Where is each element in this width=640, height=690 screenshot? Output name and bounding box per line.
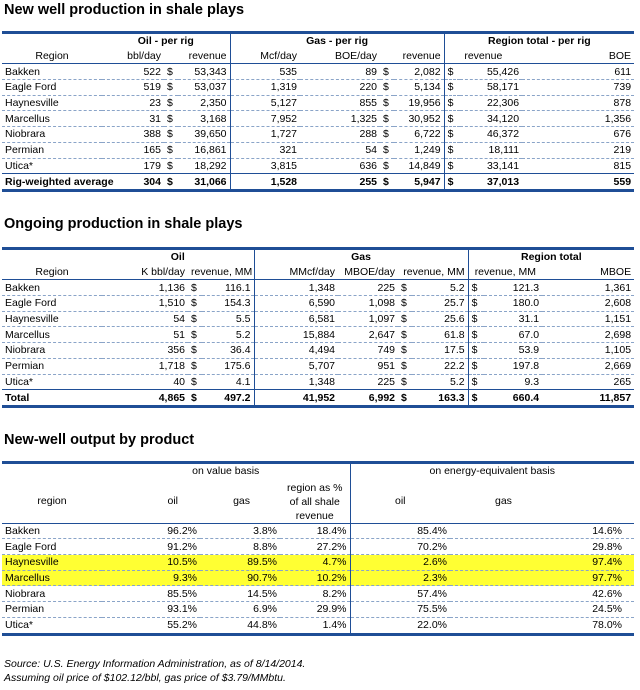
- table-cell: 5.2: [202, 327, 254, 343]
- table-cell: 1,727: [230, 127, 300, 143]
- table-cell: 16,861: [178, 142, 230, 158]
- table-cell: 180.0: [484, 296, 542, 312]
- table-cell: 5.2: [412, 280, 468, 296]
- region-cell: Utica*: [5, 375, 34, 388]
- group-header: Oil - per rig: [137, 35, 194, 48]
- table-cell: 559: [613, 175, 632, 188]
- table-row: [2, 523, 634, 539]
- table-cell: 220: [300, 80, 380, 96]
- table-cell: 255: [359, 175, 378, 188]
- table-cell: 25.6: [412, 311, 468, 327]
- region-cell: Permian: [2, 142, 102, 158]
- region-cell: Eagle Ford: [2, 80, 102, 96]
- column-header: MBOE/day: [338, 265, 398, 280]
- table-row: [2, 358, 634, 374]
- table-cell: 7,952: [230, 111, 300, 127]
- table-cell: 55.2%: [167, 619, 197, 632]
- region-cell: Utica*: [5, 159, 34, 172]
- column-header: bbl/day: [102, 49, 164, 64]
- table-cell: 3,168: [178, 111, 230, 127]
- table-cell: 34,120: [460, 111, 522, 127]
- table-cell: 855: [300, 95, 380, 111]
- table-row: [2, 158, 634, 174]
- table-cell: 31.1: [484, 311, 542, 327]
- region-cell: Niobrara: [2, 343, 102, 359]
- table-cell: 4,494: [254, 343, 338, 359]
- column-header: K bbl/day: [102, 265, 188, 280]
- table-cell: 97.4%: [450, 555, 634, 571]
- table1-title: New well production in shale plays: [4, 2, 245, 18]
- table-cell: 676: [522, 127, 634, 143]
- table-cell: $: [188, 358, 202, 374]
- region-cell: Marcellus: [2, 327, 102, 343]
- table-cell: 8.2%: [280, 586, 350, 602]
- table-cell: $: [380, 111, 394, 127]
- table-row: [2, 296, 634, 312]
- table-cell: $: [188, 296, 202, 312]
- table-cell: $: [468, 390, 484, 407]
- table-cell: 53,343: [178, 64, 230, 80]
- table-cell: $: [398, 311, 412, 327]
- table-cell: 1,098: [338, 296, 398, 312]
- table-cell: $: [401, 391, 407, 404]
- column-header: gas: [450, 479, 634, 524]
- table-cell: 14.6%: [450, 523, 634, 539]
- table-cell: 39,650: [178, 127, 230, 143]
- table-cell: 6.9%: [200, 602, 280, 618]
- table-cell: 749: [338, 343, 398, 359]
- table-cell: $: [380, 64, 394, 80]
- table-cell: $: [164, 80, 178, 96]
- table-cell: 121.3: [484, 280, 542, 296]
- table-row: [2, 327, 634, 343]
- table-cell: 41,952: [254, 390, 338, 407]
- ongoing-production-table: [2, 247, 634, 408]
- region-cell: Haynesville: [2, 311, 102, 327]
- table-cell: $: [164, 142, 178, 158]
- table-cell: 33,141: [486, 159, 520, 172]
- table-cell: 54: [300, 142, 380, 158]
- table-cell: $: [444, 95, 460, 111]
- table-cell: 29.8%: [450, 539, 634, 555]
- table-cell: 1,356: [522, 111, 634, 127]
- region-cell: Permian: [2, 602, 102, 618]
- table-cell: 37,013: [486, 175, 520, 188]
- table-cell: 22.2: [412, 358, 468, 374]
- region-cell: Niobrara: [2, 127, 102, 143]
- table-cell: 75.5%: [350, 602, 450, 618]
- table-cell: $: [444, 142, 460, 158]
- region-cell: Bakken: [2, 523, 102, 539]
- table-cell: 1,348: [254, 280, 338, 296]
- table-cell: 22,306: [460, 95, 522, 111]
- column-header: region as % of all shale revenue: [280, 479, 350, 524]
- table-cell: 6,992: [368, 391, 396, 404]
- table-cell: 17.5: [412, 343, 468, 359]
- table-row: [2, 280, 634, 296]
- table-cell: $: [164, 127, 178, 143]
- table-cell: $: [191, 391, 197, 404]
- group-header: on value basis: [192, 465, 260, 478]
- table-row: [2, 80, 634, 96]
- table-cell: 9.3%: [102, 570, 200, 586]
- table-cell: $: [380, 80, 394, 96]
- table-cell: $: [468, 374, 484, 390]
- region-cell: Haynesville: [2, 555, 102, 571]
- table-cell: 96.2%: [102, 523, 200, 539]
- column-header: MBOE: [542, 265, 634, 280]
- table-cell: 5.5: [202, 311, 254, 327]
- column-header: Region: [2, 49, 102, 64]
- table-row: [2, 555, 634, 571]
- table-cell: 219: [522, 142, 634, 158]
- table-cell: 356: [102, 343, 188, 359]
- region-cell: Utica*: [5, 619, 34, 632]
- table-cell: 9.3: [524, 375, 540, 388]
- table-cell: 1,718: [102, 358, 188, 374]
- table-cell: $: [164, 64, 178, 80]
- table-cell: 1,249: [394, 142, 444, 158]
- column-header: revenue: [380, 49, 444, 64]
- table-cell: $: [164, 95, 178, 111]
- region-cell: Rig-weighted average: [5, 175, 114, 188]
- table-cell: $: [468, 343, 484, 359]
- table-cell: 1,348: [254, 374, 338, 390]
- table-cell: $: [383, 159, 389, 172]
- table-cell: 85.5%: [102, 586, 200, 602]
- table-cell: 36.4: [202, 343, 254, 359]
- column-header: revenue, MM: [188, 265, 254, 280]
- table-cell: $: [167, 159, 173, 172]
- table-row: [2, 127, 634, 143]
- table-cell: 388: [102, 127, 164, 143]
- table-cell: 165: [102, 142, 164, 158]
- table-cell: $: [167, 175, 173, 188]
- table-cell: 5,127: [230, 95, 300, 111]
- table-cell: 154.3: [202, 296, 254, 312]
- table-cell: $: [188, 311, 202, 327]
- table-cell: 44.8%: [247, 619, 277, 632]
- table-cell: 25.7: [412, 296, 468, 312]
- table-cell: $: [380, 142, 394, 158]
- table-cell: 197.8: [484, 358, 542, 374]
- table-cell: 61.8: [412, 327, 468, 343]
- group-header: on energy-equivalent basis: [350, 463, 634, 479]
- table-cell: 2,082: [394, 64, 444, 80]
- table-cell: $: [188, 280, 202, 296]
- table-cell: 522: [102, 64, 164, 80]
- table-row: [2, 95, 634, 111]
- table-cell: 288: [300, 127, 380, 143]
- table-cell: 51: [102, 327, 188, 343]
- table-cell: 5.2: [449, 375, 465, 388]
- table-cell: 14.5%: [200, 586, 280, 602]
- table-cell: $: [164, 111, 178, 127]
- table-row: [2, 602, 634, 618]
- table-cell: 78.0%: [592, 619, 622, 632]
- table-cell: 179: [143, 159, 161, 172]
- group-header: Region total - per rig: [444, 33, 634, 49]
- table-cell: 18,292: [194, 159, 227, 172]
- table-cell: $: [468, 327, 484, 343]
- table-cell: 321: [230, 142, 300, 158]
- table-cell: 15,884: [254, 327, 338, 343]
- table-cell: 1,151: [542, 311, 634, 327]
- table-cell: $: [444, 127, 460, 143]
- table-cell: 54: [102, 311, 188, 327]
- table-cell: 175.6: [202, 358, 254, 374]
- table-cell: 24.5%: [450, 602, 634, 618]
- column-header: oil: [350, 479, 450, 524]
- column-header: revenue, MM: [468, 265, 542, 280]
- table-cell: 304: [143, 175, 161, 188]
- table-cell: 30,952: [394, 111, 444, 127]
- region-cell: Bakken: [2, 64, 102, 80]
- table-cell: 18.4%: [280, 523, 350, 539]
- table-cell: 2.3%: [350, 570, 450, 586]
- group-header: Oil: [170, 251, 185, 264]
- table-cell: 29.9%: [280, 602, 350, 618]
- table-cell: 519: [102, 80, 164, 96]
- table-cell: $: [468, 296, 484, 312]
- table-cell: 116.1: [202, 280, 254, 296]
- table-cell: 23: [102, 95, 164, 111]
- table-cell: $: [444, 174, 460, 191]
- table-cell: 4.7%: [280, 555, 350, 571]
- table-cell: 8.8%: [200, 539, 280, 555]
- table-cell: 93.1%: [102, 602, 200, 618]
- table-cell: $: [188, 327, 202, 343]
- group-header: Region total: [468, 249, 634, 265]
- column-header: revenue: [164, 49, 230, 64]
- region-cell: Bakken: [2, 280, 102, 296]
- table-row: [2, 311, 634, 327]
- region-cell: Total: [5, 391, 30, 404]
- column-header: revenue: [444, 49, 522, 64]
- table-cell: $: [468, 358, 484, 374]
- table-cell: 89: [300, 64, 380, 80]
- table-cell: 97.7%: [450, 570, 634, 586]
- table-cell: 497.2: [224, 391, 251, 404]
- table-cell: 53,037: [178, 80, 230, 96]
- region-cell: Permian: [2, 358, 102, 374]
- table-cell: $: [380, 95, 394, 111]
- table-cell: 878: [522, 95, 634, 111]
- table-cell: 1,319: [230, 80, 300, 96]
- table-row: [2, 142, 634, 158]
- table-cell: 611: [522, 64, 634, 80]
- table-row: [2, 586, 634, 602]
- table-row: [2, 570, 634, 586]
- table-cell: 27.2%: [280, 539, 350, 555]
- table-row: [2, 111, 634, 127]
- table-row: [2, 64, 634, 80]
- table-cell: 163.3: [438, 391, 465, 404]
- table-cell: $: [380, 127, 394, 143]
- footnote-source: Source: U.S. Energy Information Administration, as of 8/14/2014.: [4, 658, 306, 670]
- table-cell: 46,372: [460, 127, 522, 143]
- table-cell: 636: [359, 159, 378, 172]
- table-cell: $: [398, 358, 412, 374]
- table-cell: 225: [377, 375, 396, 388]
- region-cell: Marcellus: [2, 570, 102, 586]
- region-cell: Eagle Ford: [2, 296, 102, 312]
- column-header: Region: [2, 265, 102, 280]
- column-header: BOE/day: [300, 49, 380, 64]
- table-cell: 42.6%: [450, 586, 634, 602]
- table-row: [2, 374, 634, 390]
- table-cell: 57.4%: [350, 586, 450, 602]
- table-cell: 4.1: [235, 375, 251, 388]
- table-cell: 660.4: [512, 391, 540, 404]
- table-cell: 1,510: [102, 296, 188, 312]
- table-cell: 1,097: [338, 311, 398, 327]
- table-row: [2, 539, 634, 555]
- table-cell: 815: [613, 159, 632, 172]
- table-cell: 1,361: [542, 280, 634, 296]
- table-cell: 3,815: [230, 158, 300, 174]
- table-cell: 14,849: [408, 159, 441, 172]
- table-cell: 4,865: [158, 391, 185, 404]
- footnote-assumptions: Assuming oil price of $102.12/bbl, gas price of $3.79/MMbtu.: [4, 672, 286, 684]
- table-cell: 70.2%: [350, 539, 450, 555]
- table-cell: 85.4%: [350, 523, 450, 539]
- table-cell: 2.6%: [350, 555, 450, 571]
- table-cell: 89.5%: [200, 555, 280, 571]
- column-header: gas: [200, 479, 280, 524]
- region-cell: Haynesville: [2, 95, 102, 111]
- table2-title: Ongoing production in shale plays: [4, 216, 243, 232]
- region-cell: Marcellus: [2, 111, 102, 127]
- table-cell: $: [444, 64, 460, 80]
- table-cell: 6,722: [394, 127, 444, 143]
- table-row: [2, 343, 634, 359]
- table-cell: $: [191, 375, 197, 388]
- table-cell: $: [383, 175, 389, 188]
- table-cell: 6,590: [254, 296, 338, 312]
- table-cell: 225: [338, 280, 398, 296]
- table-cell: $: [444, 158, 460, 174]
- column-header: oil: [102, 479, 200, 524]
- table-cell: $: [398, 280, 412, 296]
- table-cell: 2,669: [542, 358, 634, 374]
- table-cell: 53.9: [484, 343, 542, 359]
- output-by-product-table: [2, 461, 634, 636]
- table-cell: 5,947: [414, 175, 441, 188]
- table-cell: 1.4%: [322, 619, 347, 632]
- table-cell: $: [468, 280, 484, 296]
- column-header: MMcf/day: [254, 265, 338, 280]
- table-cell: 10.2%: [280, 570, 350, 586]
- total-row: [2, 390, 634, 407]
- table-cell: 1,105: [542, 343, 634, 359]
- table-cell: 31,066: [194, 175, 227, 188]
- table-cell: 2,647: [338, 327, 398, 343]
- table-cell: 2,608: [542, 296, 634, 312]
- table-cell: $: [188, 343, 202, 359]
- table-cell: $: [398, 343, 412, 359]
- table-cell: 951: [338, 358, 398, 374]
- column-header: BOE: [522, 49, 634, 64]
- table-cell: 58,171: [460, 80, 522, 96]
- total-row: [2, 174, 634, 191]
- table-cell: 10.5%: [102, 555, 200, 571]
- table-cell: 265: [613, 375, 632, 388]
- table-cell: $: [398, 327, 412, 343]
- table-cell: $: [401, 375, 407, 388]
- column-header: Mcf/day: [230, 49, 300, 64]
- column-header: region: [2, 479, 102, 524]
- table-cell: 11,857: [599, 391, 632, 404]
- table-cell: 1,136: [102, 280, 188, 296]
- table-cell: 1,325: [300, 111, 380, 127]
- table-cell: 67.0: [484, 327, 542, 343]
- group-header: Gas: [254, 249, 468, 265]
- table-cell: $: [468, 311, 484, 327]
- table-cell: $: [444, 80, 460, 96]
- table-cell: 1,528: [230, 174, 300, 191]
- table-cell: 90.7%: [200, 570, 280, 586]
- table-cell: 6,581: [254, 311, 338, 327]
- column-header: revenue, MM: [398, 265, 468, 280]
- table-cell: 739: [522, 80, 634, 96]
- footnote: [4, 657, 305, 685]
- table-cell: 5,707: [254, 358, 338, 374]
- table-cell: 31: [102, 111, 164, 127]
- table-cell: $: [444, 111, 460, 127]
- table-cell: 91.2%: [102, 539, 200, 555]
- table-cell: 55,426: [460, 64, 522, 80]
- table-cell: 22.0%: [350, 617, 450, 634]
- table-cell: 5,134: [394, 80, 444, 96]
- region-cell: Eagle Ford: [2, 539, 102, 555]
- table-cell: 2,698: [542, 327, 634, 343]
- table3-title: New-well output by product: [4, 432, 195, 448]
- group-header: Gas - per rig: [230, 33, 444, 49]
- table-row: [2, 617, 634, 634]
- region-cell: Niobrara: [2, 586, 102, 602]
- table-cell: 19,956: [394, 95, 444, 111]
- table-cell: 3.8%: [200, 523, 280, 539]
- table-cell: 40: [173, 375, 185, 388]
- table-cell: 535: [230, 64, 300, 80]
- table-cell: $: [398, 296, 412, 312]
- table-cell: 2,350: [178, 95, 230, 111]
- new-well-production-table: [2, 31, 634, 192]
- table-cell: 18,111: [460, 142, 522, 158]
